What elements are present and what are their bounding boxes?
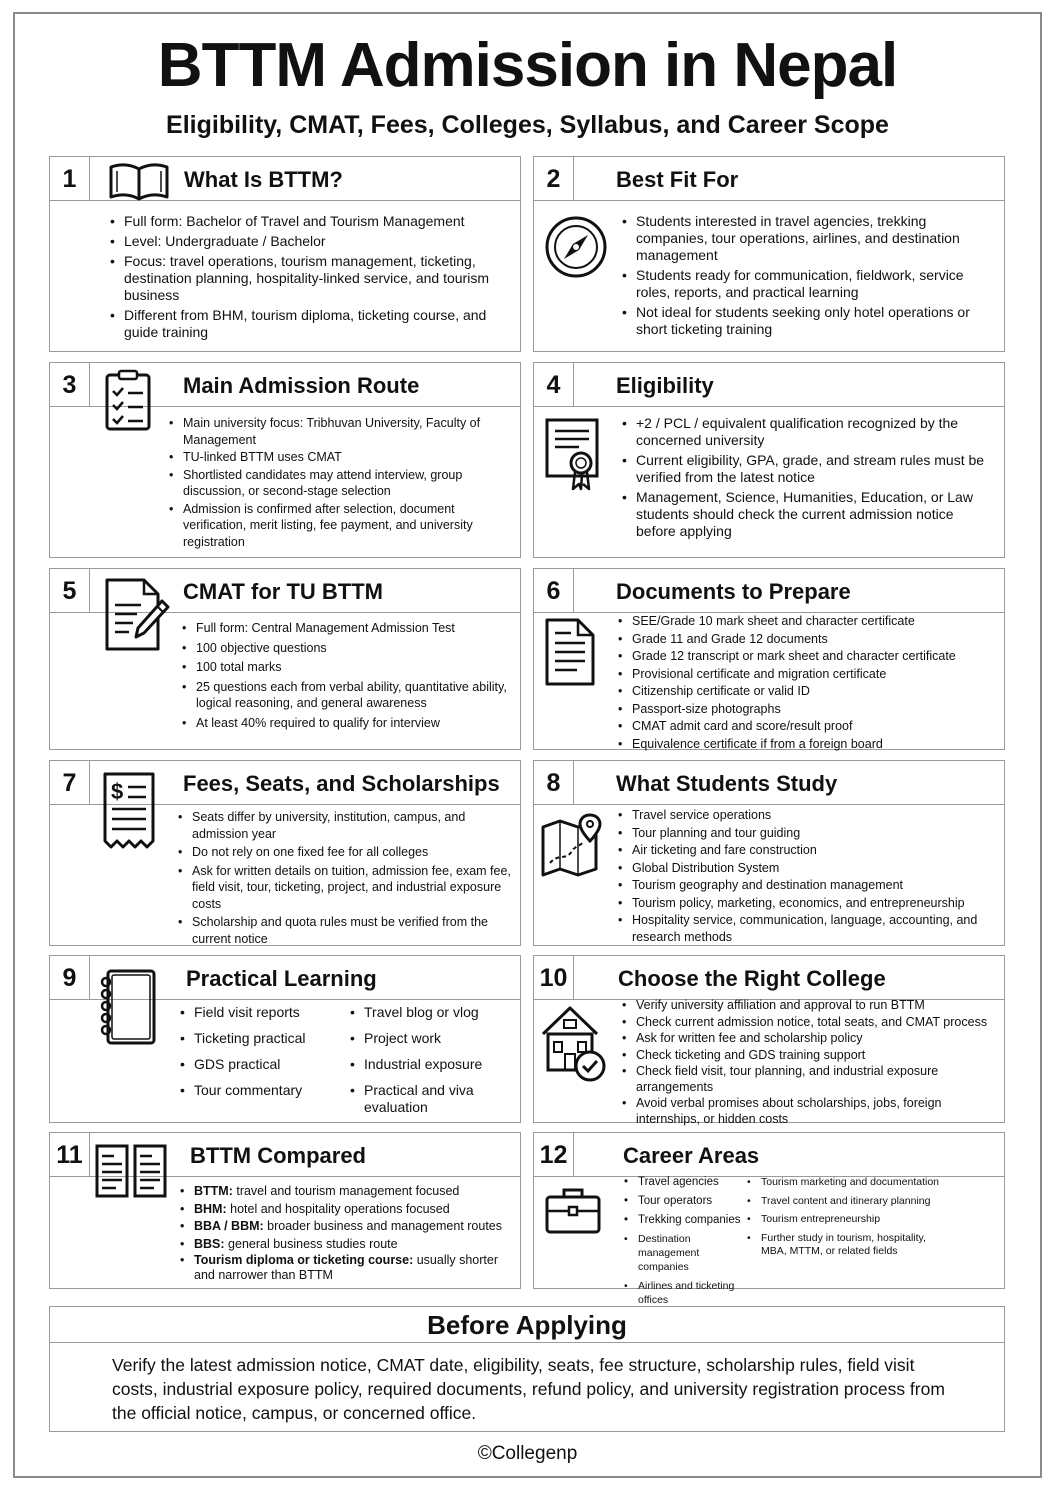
card-list — [616, 807, 1001, 946]
card-heading: Main Admission Route — [183, 373, 420, 398]
list-item: • Destination management companies — [622, 1232, 747, 1274]
card-number: 11 — [50, 1133, 90, 1177]
list-item: • Provisional certificate and migration certificate — [616, 666, 1001, 683]
card-number: 9 — [50, 956, 90, 1000]
card-list-right — [745, 1176, 945, 1262]
list-item: • Different from BHM, tourism diploma, ticketing course, and guide training — [108, 307, 508, 341]
list-item: • +2 / PCL / equivalent qualification recognized by the concerned university — [620, 415, 990, 449]
copyright-footer: ©Collegenp — [477, 1443, 578, 1464]
card-heading: Fees, Seats, and Scholarships — [183, 771, 500, 796]
card-list — [180, 620, 510, 732]
page-title: BTTM Admission in Nepal — [157, 31, 898, 100]
list-item: • Focus: travel operations, tourism management, ticketing, destination planning, hospitality-linked service, and tourism business — [108, 253, 508, 304]
list-item: • GDS practical — [178, 1056, 328, 1073]
card-heading: CMAT for TU BTTM — [183, 579, 383, 604]
list-item: • Tour commentary — [178, 1082, 328, 1099]
compare-docs-icon — [94, 1143, 168, 1199]
list-item: • Ticketing practical — [178, 1030, 328, 1047]
card-list — [620, 213, 995, 341]
list-item: • Students ready for communication, fieldwork, service roles, reports, and practical learning — [620, 267, 995, 301]
receipt-icon — [102, 771, 156, 851]
list-item: • Travel service operations — [616, 807, 1001, 824]
item-lead: BTTM: — [194, 1184, 233, 1198]
list-item: • Tour planning and tour guiding — [616, 825, 1001, 842]
list-item: • Further study in tourism, hospitality, MBA, MTTM, or related fields — [745, 1232, 945, 1259]
list-item: • Level: Undergraduate / Bachelor — [108, 233, 508, 250]
item-text: broader business and management routes — [263, 1219, 503, 1233]
list-item: • Travel blog or vlog — [348, 1004, 518, 1021]
list-item: • 100 objective questions — [180, 640, 510, 657]
item-lead: BBA / BBM: — [194, 1219, 264, 1233]
card-heading: What Is BTTM? — [184, 167, 343, 192]
list-item: • Scholarship and quota rules must be verified from the current notice — [176, 914, 511, 947]
card-list — [167, 415, 512, 551]
list-item: • Passport-size photographs — [616, 701, 1001, 718]
list-item: • TU-linked BTTM uses CMAT — [167, 449, 512, 466]
list-item: • Check ticketing and GDS training support — [620, 1048, 1000, 1064]
list-item: • Not ideal for students seeking only hotel operations or short ticketing training — [620, 304, 995, 338]
card-number: 5 — [50, 569, 90, 613]
card-heading: BTTM Compared — [190, 1143, 366, 1168]
list-item: • Trekking companies — [622, 1213, 747, 1227]
card-heading: Documents to Prepare — [616, 579, 851, 604]
briefcase-icon — [544, 1185, 602, 1235]
list-item: • 100 total marks — [180, 659, 510, 676]
card-heading: Choose the Right College — [618, 966, 886, 991]
list-item: • Grade 12 transcript or mark sheet and character certificate — [616, 648, 1001, 665]
card-number: 4 — [534, 363, 574, 407]
item-lead: BBS: — [194, 1236, 225, 1251]
list-item — [178, 1201, 518, 1218]
card-choose-the-right-college — [533, 955, 1005, 1126]
list-item: • 25 questions each from verbal ability, quantitative ability, logical reasoning, and general awareness — [180, 679, 510, 712]
item-lead: Tourism diploma or ticketing course: — [194, 1253, 414, 1267]
card-heading: Career Areas — [623, 1143, 760, 1168]
item-text: general business studies route — [224, 1236, 398, 1251]
list-item: • Airlines and ticketing offices — [622, 1279, 747, 1307]
card-best-fit-for — [533, 156, 1005, 352]
card-number: 10 — [534, 956, 574, 1000]
list-item: • Citizenship certificate or valid ID — [616, 683, 1001, 700]
before-applying-heading: Before Applying — [50, 1307, 1004, 1343]
list-item: • Grade 11 and Grade 12 documents — [616, 631, 1001, 648]
compass-icon — [544, 215, 608, 279]
list-item: • Tourism policy, marketing, economics, and entrepreneurship — [616, 895, 1001, 912]
list-item: • Check current admission notice, total seats, and CMAT process — [620, 1015, 1000, 1031]
card-heading: Best Fit For — [616, 167, 739, 192]
list-item: • SEE/Grade 10 mark sheet and character certificate — [616, 613, 1001, 630]
list-item: • Tourism entrepreneurship — [745, 1213, 945, 1227]
card-career-areas — [533, 1132, 1005, 1306]
list-item: • Shortlisted candidates may attend interview, group discussion, or second-stage selection — [167, 467, 512, 500]
college-check-icon — [540, 1004, 608, 1084]
book-icon — [108, 161, 170, 201]
list-item — [178, 1183, 518, 1200]
list-item: • Air ticketing and fare construction — [616, 842, 1001, 859]
card-heading: What Students Study — [616, 771, 838, 796]
card-heading: Eligibility — [616, 373, 714, 398]
card-number: 1 — [50, 157, 90, 201]
card-number: 8 — [534, 761, 574, 805]
list-item: • Full form: Bachelor of Travel and Tourism Management — [108, 213, 508, 230]
list-item: • Equivalence certificate if from a foreign board — [616, 736, 1001, 753]
list-item: • Do not rely on one fixed fee for all colleges — [176, 844, 511, 861]
list-item: • Tourism geography and destination management — [616, 877, 1001, 894]
card-list-left — [178, 1004, 328, 1108]
list-item: • Verify university affiliation and approval to run BTTM — [620, 998, 1000, 1014]
list-item: • Tourism marketing and documentation — [745, 1176, 945, 1190]
list-item: • Current eligibility, GPA, grade, and stream rules must be verified from the latest notice — [620, 452, 990, 486]
list-item: • Full form: Central Management Admission Test — [180, 620, 510, 637]
list-item: • CMAT admit card and score/result proof — [616, 718, 1001, 735]
list-item — [178, 1218, 518, 1235]
card-list — [616, 613, 1001, 753]
certificate-icon — [544, 417, 600, 493]
map-icon — [540, 813, 606, 879]
list-item: • Ask for written details on tuition, admission fee, exam fee, field visit, tour, ticketing, project, and industrial exposure costs — [176, 863, 511, 913]
list-item: • Seats differ by university, institution, campus, and admission year — [176, 809, 511, 842]
card-what-is-bttm — [49, 156, 521, 352]
exam-paper-icon — [104, 577, 170, 653]
list-item: • Global Distribution System — [616, 860, 1001, 877]
list-item: • Ask for written fee and scholarship policy — [620, 1031, 1000, 1047]
card-practical-learning — [49, 955, 521, 1123]
card-cmat-for-tu-bttm — [49, 568, 521, 750]
card-bttm-compared — [49, 1132, 521, 1289]
svg-text:$: $ — [111, 779, 124, 804]
list-item: • At least 40% required to qualify for interview — [180, 715, 510, 732]
list-item: • Management, Science, Humanities, Education, or Law students should check the current admission notice before applying — [620, 489, 990, 540]
card-list — [620, 998, 1000, 1128]
card-list — [620, 415, 990, 543]
card-list — [178, 1183, 518, 1284]
list-item: • Project work — [348, 1030, 518, 1047]
list-item: • Travel content and itinerary planning — [745, 1195, 945, 1209]
notebook-icon — [96, 968, 158, 1046]
list-item: • Check field visit, tour planning, and industrial exposure arrangements — [620, 1064, 1000, 1095]
card-main-admission-route — [49, 362, 521, 558]
card-number: 3 — [50, 363, 90, 407]
item-text: hotel and hospitality operations focused — [226, 1201, 450, 1216]
checklist-icon — [104, 369, 152, 431]
item-text: travel and tourism management focused — [232, 1184, 460, 1198]
before-applying-text: Verify the latest admission notice, CMAT date, eligibility, seats, fee structure, scholarship rules, field visit costs, industrial exposure policy, required documents, refund policy, and university registration process from the official notice, campus, or concerned office. — [112, 1355, 945, 1423]
list-item: • Avoid verbal promises about scholarships, jobs, foreign internships, or hidden costs — [620, 1096, 1000, 1127]
card-number: 6 — [534, 569, 574, 613]
page-subtitle: Eligibility, CMAT, Fees, Colleges, Syllabus, and Career Scope — [166, 111, 889, 139]
card-documents-to-prepare — [533, 568, 1005, 750]
card-heading: Practical Learning — [186, 966, 377, 991]
list-item: • Travel agencies — [622, 1175, 747, 1189]
document-icon — [544, 617, 596, 687]
card-eligibility — [533, 362, 1005, 558]
item-text: usually shorter and narrower than BTTM — [194, 1253, 499, 1282]
card-what-students-study — [533, 760, 1005, 946]
card-list — [108, 213, 508, 344]
list-item — [178, 1236, 518, 1253]
card-list — [176, 809, 511, 948]
card-number: 12 — [534, 1133, 574, 1177]
card-fees-seats-scholarships — [49, 760, 521, 946]
list-item — [178, 1253, 518, 1283]
list-item: • Main university focus: Tribhuvan University, Faculty of Management — [167, 415, 512, 448]
card-list-left — [622, 1175, 747, 1310]
list-item: • Hospitality service, communication, language, accounting, and research methods — [616, 912, 1001, 945]
list-item: • Tour operators — [622, 1194, 747, 1208]
list-item: • Admission is confirmed after selection, document verification, merit listing, fee payment, and university registration — [167, 501, 512, 551]
list-item: • Field visit reports — [178, 1004, 328, 1021]
card-list-right — [348, 1004, 518, 1125]
card-number: 2 — [534, 157, 574, 201]
item-lead: BHM: — [194, 1201, 227, 1216]
card-number: 7 — [50, 761, 90, 805]
list-item: • Practical and viva evaluation — [348, 1082, 518, 1116]
list-item: • Students interested in travel agencies, trekking companies, tour operations, airlines, and destination management — [620, 213, 995, 264]
before-applying-box — [49, 1306, 1005, 1432]
list-item: • Industrial exposure — [348, 1056, 518, 1073]
